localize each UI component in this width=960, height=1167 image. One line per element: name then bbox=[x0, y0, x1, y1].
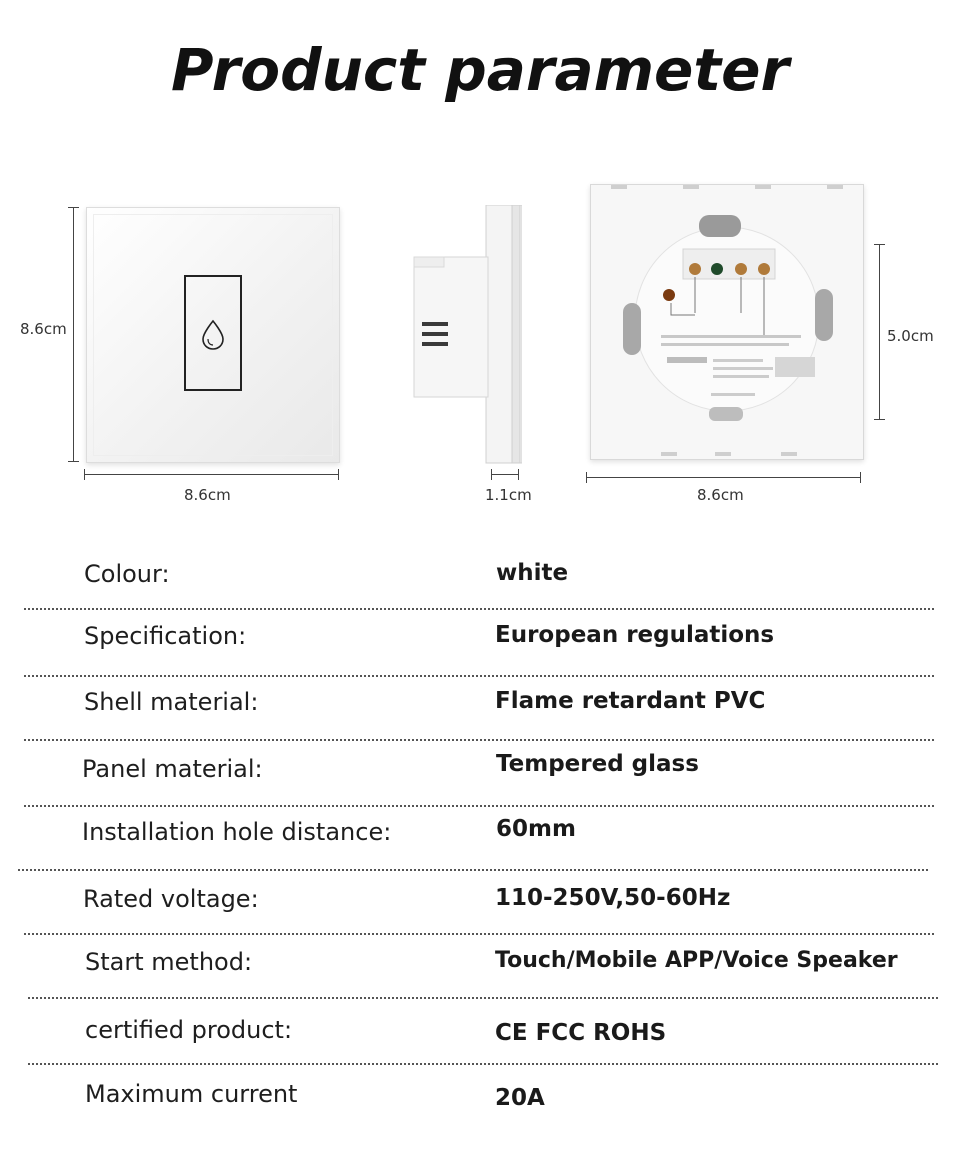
back-width-tick-left bbox=[586, 472, 587, 483]
spec-divider bbox=[24, 933, 934, 935]
spec-label-panel-material: Panel material: bbox=[82, 755, 263, 783]
back-panel bbox=[590, 184, 864, 460]
spec-label-shell-material: Shell material: bbox=[84, 688, 259, 716]
back-width-tick-right bbox=[860, 472, 861, 483]
front-panel bbox=[86, 207, 340, 463]
spec-label-start-method: Start method: bbox=[85, 948, 253, 976]
back-panel-drawing bbox=[591, 185, 863, 459]
spec-value-colour: white bbox=[496, 560, 569, 586]
hole-distance-line bbox=[879, 244, 880, 420]
spec-value-shell-material: Flame retardant PVC bbox=[495, 688, 766, 714]
spec-value-rated-voltage: 110-250V,50-60Hz bbox=[495, 885, 731, 911]
back-width-line bbox=[586, 477, 861, 478]
front-height-line bbox=[73, 207, 74, 462]
front-height-label: 8.6cm bbox=[20, 320, 67, 338]
spec-label-certified-product: certified product: bbox=[85, 1016, 293, 1044]
spec-value-installation-hole-distance: 60mm bbox=[496, 816, 576, 842]
spec-divider bbox=[24, 805, 934, 807]
front-height-tick-bottom bbox=[68, 461, 79, 462]
spec-divider bbox=[24, 675, 934, 677]
front-width-tick-left bbox=[84, 469, 85, 480]
spec-value-start-method: Touch/Mobile APP/Voice Speaker bbox=[495, 948, 898, 973]
spec-label-installation-hole-distance: Installation hole distance: bbox=[82, 818, 392, 846]
spec-divider bbox=[28, 997, 938, 999]
front-width-tick-right bbox=[338, 469, 339, 480]
touch-key bbox=[184, 275, 242, 391]
hole-distance-tick-bottom bbox=[874, 419, 885, 420]
spec-value-maximum-current: 20A bbox=[495, 1085, 545, 1111]
spec-divider bbox=[24, 739, 934, 741]
back-width-label: 8.6cm bbox=[697, 486, 744, 504]
side-depth-label: 1.1cm bbox=[485, 486, 532, 504]
spec-value-specification: European regulations bbox=[495, 622, 775, 648]
spec-divider bbox=[24, 608, 934, 610]
front-width-line bbox=[84, 474, 339, 475]
spec-label-specification: Specification: bbox=[84, 622, 247, 650]
hole-distance-label: 5.0cm bbox=[887, 327, 934, 345]
side-depth-tick-right bbox=[518, 469, 519, 480]
water-drop-icon bbox=[186, 277, 240, 389]
spec-label-colour: Colour: bbox=[84, 560, 170, 588]
spec-value-certified-product: CE FCC ROHS bbox=[495, 1020, 667, 1046]
spec-divider bbox=[18, 869, 928, 871]
side-depth-line bbox=[491, 474, 519, 475]
spec-value-panel-material: Tempered glass bbox=[496, 751, 699, 777]
front-width-label: 8.6cm bbox=[184, 486, 231, 504]
spec-label-rated-voltage: Rated voltage: bbox=[83, 885, 259, 913]
spec-label-maximum-current: Maximum current bbox=[85, 1080, 298, 1108]
side-depth-tick-left bbox=[491, 469, 492, 480]
page-title: Product parameter bbox=[170, 36, 790, 104]
side-profile bbox=[412, 205, 522, 465]
hole-distance-tick-top bbox=[874, 244, 885, 245]
spec-divider bbox=[28, 1063, 938, 1065]
front-height-tick-top bbox=[68, 207, 79, 208]
